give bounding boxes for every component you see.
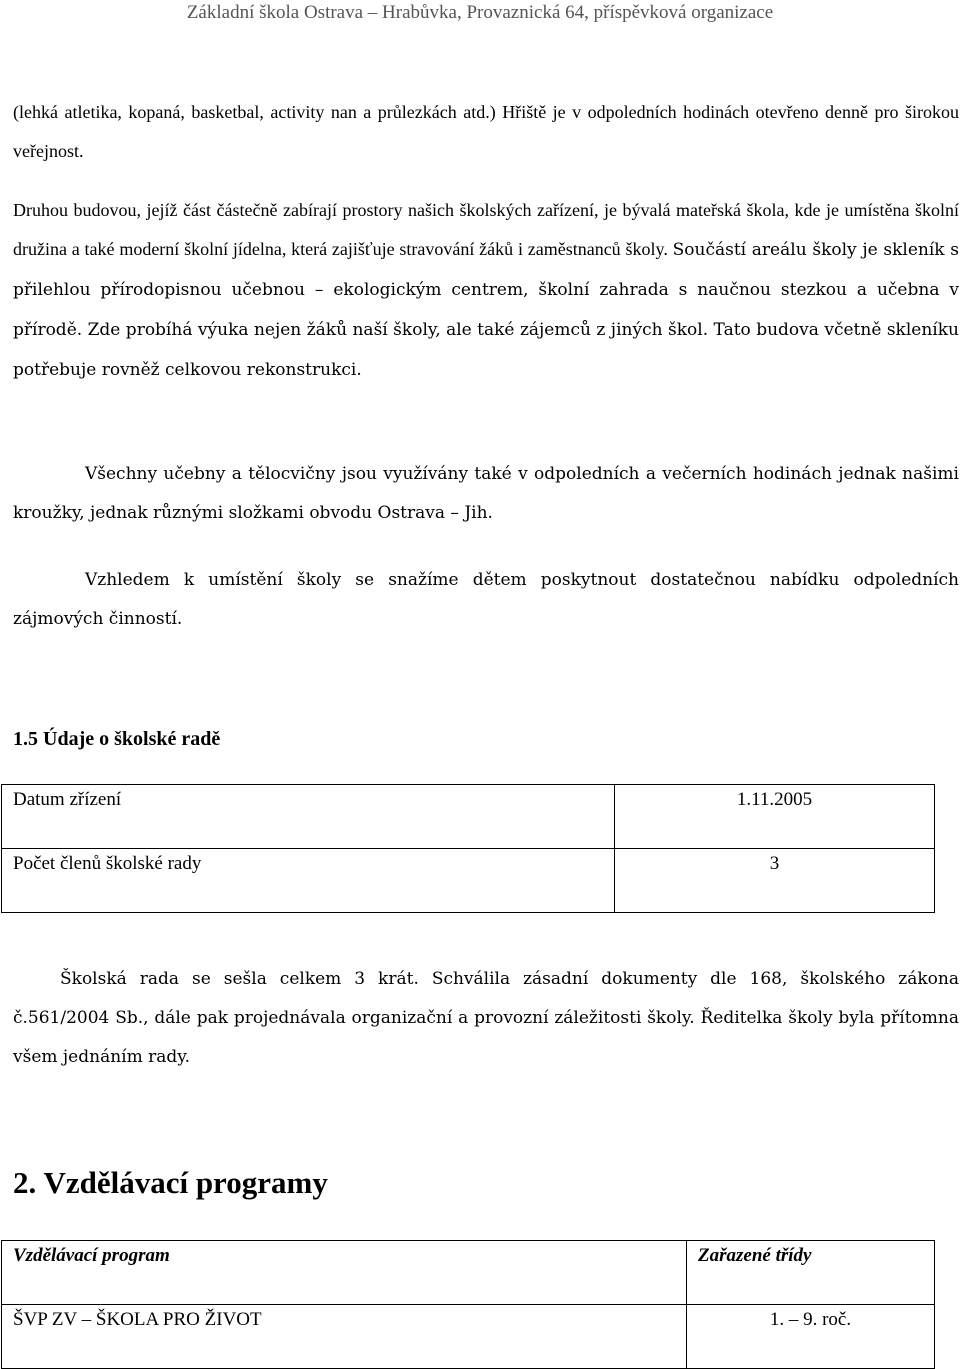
programs-table xyxy=(1,1240,935,1369)
paragraph-school-board: Školská rada se sešla celkem 3 krát. Schválila zásadní dokumenty dle 168, školského zákona č.561/2004 Sb., dále pak projednávala organizační a provozní záležitosti školy. Ředitelka školy byla přítomna všem jednáním rady. xyxy=(13,969,959,1067)
programs-cell-program: ŠVP ZV – ŠKOLA PRO ŽIVOT xyxy=(2,1305,687,1369)
programs-header-program: Vzdělávací program xyxy=(2,1241,687,1305)
programs-cell-classes: 1. – 9. roč. xyxy=(687,1305,935,1369)
board-value-members: 3 xyxy=(615,849,935,913)
table-row xyxy=(2,785,935,849)
paragraph-classrooms: Všechny učebny a tělocvičny jsou využívány také v odpoledních a večerních hodinách jednak našimi kroužky, jednak různými složkami obvodu Ostrava – Jih. xyxy=(13,464,959,523)
paragraph-activities: Vzhledem k umístění školy se snažíme dětem poskytnout dostatečnou nabídku odpoledních zájmových činností. xyxy=(13,570,959,629)
section-heading-programs: 2. Vzdělávací programy xyxy=(13,1165,328,1200)
paragraph-playground: (lehká atletika, kopaná, basketbal, activity nan a průlezkách atd.) Hřiště je v odpoledních hodinách otevřeno denně pro širokou veřejnost. xyxy=(13,102,959,161)
paragraph-second-building xyxy=(13,191,959,390)
programs-header-classes: Zařazené třídy xyxy=(687,1241,935,1305)
paragraph-second-building-a: Druhou budovou, jejíž část částečně zabírají prostory našich školských zařízení, je bývalá mateřská škola, kde je umístěna školní družina a také moderní školní jídelna, která zajišťuje stravování žáků i zaměstnanců školy. xyxy=(13,200,959,259)
page-header: Základní škola Ostrava – Hrabůvka, Provaznická 64, příspěvková organizace xyxy=(186,2,774,23)
table-row xyxy=(2,1305,935,1369)
school-board-table xyxy=(1,784,935,913)
table-header-row xyxy=(2,1241,935,1305)
table-row xyxy=(2,849,935,913)
board-value-founded: 1.11.2005 xyxy=(615,785,935,849)
paragraph-second-building-b: Součástí areálu školy je skleník s přilehlou přírodopisnou učebnou – ekologickým centrem, školní zahrada s naučnou stezkou a učebna v přírodě. Zde probíhá výuka nejen žáků naší školy, ale také zájemců z jiných škol. Tato budova včetně skleníku potřebuje rovněž celkovou rekonstrukci. xyxy=(13,240,959,380)
section-heading-school-board: 1.5 Údaje o školské radě xyxy=(13,728,221,750)
board-label-founded: Datum zřízení xyxy=(2,785,615,849)
board-label-members: Počet členů školské rady xyxy=(2,849,615,913)
